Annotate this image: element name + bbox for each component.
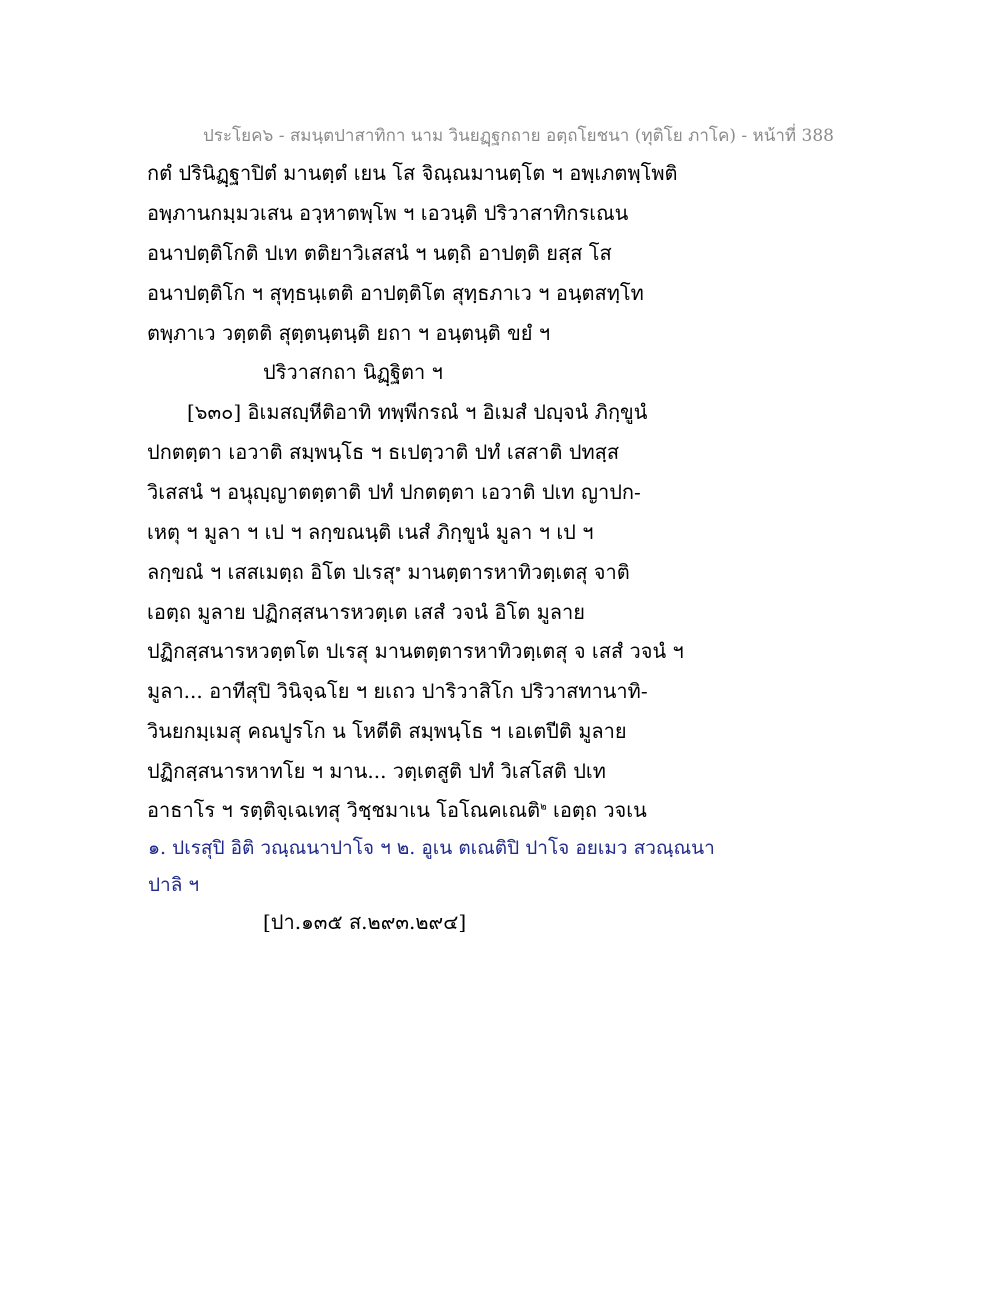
body-line: ตพฺภาเว วตฺตติ สุตฺตนฺตนฺติ ยถา ฯ อนฺตนฺติ ขยํ ฯ — [147, 321, 551, 345]
body-line: ปกตตฺตา เอวาติ สมฺพนฺโธ ฯ ธเปตฺวาติ ปทํ เสสาติ ปทสฺส — [147, 440, 620, 464]
footnote-marker: ๒ — [540, 801, 547, 813]
footnote-line: ปาลิ ฯ — [148, 874, 200, 896]
body-line: วิเสสนํ ฯ อนุญฺญาตตฺตาติ ปทํ ปกตตฺตา เอวาติ ปเท ญาปก- — [147, 480, 641, 504]
text-segment: เอตฺถ วจเน — [546, 798, 647, 822]
text-segment: ลกฺขณํ ฯ เสสเมตฺถ อิโต ปเรสุ — [147, 560, 395, 584]
footnote-line: ๑. ปเรสุปิ อิติ วณฺณนาปาโจ ฯ ๒. อูเน ตเณติปิ ปาโจ อยเมว สวณฺณนา — [148, 837, 715, 859]
text-segment: อาธาโร ฯ รตฺติจฺเฉเทสุ วิชฺชมาเน โอโณคเณติ — [147, 798, 541, 822]
body-line: มูลา... อาทีสุปิ วินิจฺฉโย ฯ ยเถว ปาริวาสิโก ปริวาสทานาทิ- — [147, 679, 648, 703]
section-title: ปริวาสกถา นิฏฺฐิตา ฯ — [263, 360, 443, 384]
text-segment: มานตฺตารหาทิวตฺเตสุ จาติ — [401, 560, 630, 584]
body-line: อนาปตฺติโกติ ปเท ตติยาวิเสสนํ ฯ นตฺถิ อาปตฺติ ยสฺส โส — [147, 241, 612, 265]
paragraph-first-line: [๖๓๐] อิเมสญฺหีติอาทิ ทพฺพีกรณํ ฯ อิเมสํ ปญฺจนํ ภิกฺขูนํ — [187, 400, 648, 424]
body-line — [147, 559, 630, 585]
body-line — [147, 797, 647, 823]
body-line: ปฏิกสฺสนารหาทโย ฯ มาน... วตฺเตสูติ ปทํ วิเสโสติ ปเท — [147, 759, 606, 783]
body-line: กตํ ปรินิฏฺฐาปิตํ มานตฺตํ เยน โส จิณฺณมานตฺโต ฯ อพฺเภตพฺโพติ — [147, 161, 678, 185]
footnote-marker: ๑ — [394, 563, 402, 575]
body-line: วินยกมฺเมสุ คณปูรโก น โหตีติ สมฺพนฺโธ ฯ เอเตปีติ มูลาย — [147, 719, 627, 743]
page-reference: [ปา.๑๓๕ ส.๒๙๓.๒๙๔] — [263, 910, 467, 934]
body-line: อพฺภานกมฺมวเสน อวฺหาตพฺโพ ฯ เอวนฺติ ปริวาสาทิกรเณน — [147, 201, 629, 225]
page-header: ประโยค๖ - สมนฺตปาสาทิกา นาม วินยฏฺฐกถาย อตฺถโยชนา (ทุติโย ภาโค) - หน้าที่ 388 — [203, 126, 834, 146]
body-line: อนาปตฺติโก ฯ สุทฺธนฺเตติ อาปตฺติโต สุทฺธภาเว ฯ อนฺตสทฺโท — [147, 281, 644, 305]
body-line: เอตฺถ มูลาย ปฏิกสฺสนารหวตฺเต เสสํ วจนํ อิโต มูลาย — [147, 600, 585, 624]
body-line: เหตุ ฯ มูลา ฯ เป ฯ ลกฺขณนฺติ เนสํ ภิกฺขูนํ มูลา ฯ เป ฯ — [147, 520, 594, 544]
body-line: ปฏิกสฺสนารหวตฺตโต ปเรสุ มานตตฺตารหาทิวตฺเตสุ จ เสสํ วจนํ ฯ — [147, 639, 684, 663]
